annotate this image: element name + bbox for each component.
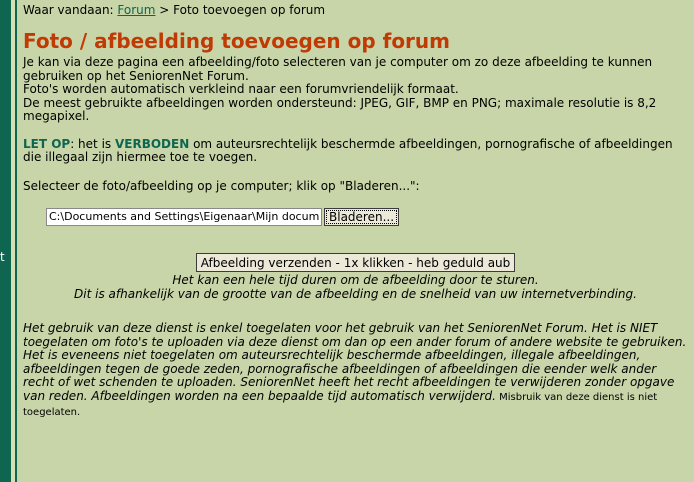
browse-button[interactable]: Bladeren... <box>324 208 399 226</box>
main-content <box>23 0 688 419</box>
instruction-text: Selecteer de foto/afbeelding op je computer; klik op "Bladeren...": <box>23 178 420 193</box>
file-path-input[interactable]: C:\Documents and Settings\Eigenaar\Mijn docum <box>46 208 322 226</box>
breadcrumb-forum-link[interactable]: Forum <box>117 3 156 17</box>
warning-part-1: : het is <box>70 136 115 151</box>
left-nav-strip-text[interactable]: t <box>0 250 5 264</box>
disclaimer-misuse: Misbruik van deze dienst is niet toegelaten. <box>23 391 658 418</box>
breadcrumb <box>23 2 688 18</box>
breadcrumb-prefix: Waar vandaan: <box>23 3 118 17</box>
left-nav-strip <box>0 0 11 482</box>
upload-note-line-2: Dit is afhankelijk van de grootte van de afbeelding en de snelheid van uw internetverbinding. <box>74 287 637 301</box>
warning-emphasis: VERBODEN <box>114 136 190 151</box>
intro-line-3: De meest gebruikte afbeeldingen worden ondersteund: JPEG, GIF, BMP en PNG; maximale resolutie is 8,2 megapixel. <box>23 95 657 123</box>
disclaimer-main: Het gebruik van deze dienst is enkel toegelaten voor het gebruik van het SeniorenNet Forum. Het is NIET toegelaten om foto's te uploaden via deze dienst om dan op een ander forum of andere website te gebruiken. Het is eveneens niet toegelaten om auteursrechtelijk beschermde afbeeldingen, illegale afbeeldingen, afbeeldingen tegen de goede zeden, pornografische afbeeldingen of afbeeldingen die eender welk ander recht of wet schenden te uploaden. SeniorenNet heeft het recht afbeeldingen te verwijderen zonder opgave van reden. Afbeeldingen worden na een bepaalde tijd automatisch verwijderd. <box>23 321 687 403</box>
disclaimer-text <box>23 322 688 419</box>
submit-upload-button[interactable]: Afbeelding verzenden - 1x klikken - heb geduld aub <box>196 253 516 272</box>
upload-note-line-1: Het kan een hele tijd duren om de afbeelding door te sturen. <box>172 273 539 287</box>
submit-section <box>23 253 688 301</box>
warning-part-2: om auteursrechtelijk beschermde afbeeldingen, pornografische of afbeeldingen die illegaal zijn hiermee toe te voegen. <box>23 136 673 164</box>
intro-text <box>23 56 688 124</box>
breadcrumb-separator: > <box>155 3 174 17</box>
intro-line-2: Foto's worden automatisch verkleind naar een forumvriendelijk formaat. <box>23 82 459 96</box>
left-divider <box>15 0 17 482</box>
breadcrumb-current: Foto toevoegen op forum <box>173 3 326 17</box>
intro-line-1: Je kan via deze pagina een afbeelding/foto selecteren van je computer om zo deze afbeelding te kunnen gebruiken op het SeniorenNet Forum. <box>23 55 653 83</box>
page-title: Foto / afbeelding toevoegen op forum <box>23 29 451 53</box>
warning-label: LET OP <box>23 136 71 151</box>
warning-text <box>23 138 688 165</box>
file-upload-row <box>46 207 688 227</box>
upload-note <box>23 273 688 301</box>
